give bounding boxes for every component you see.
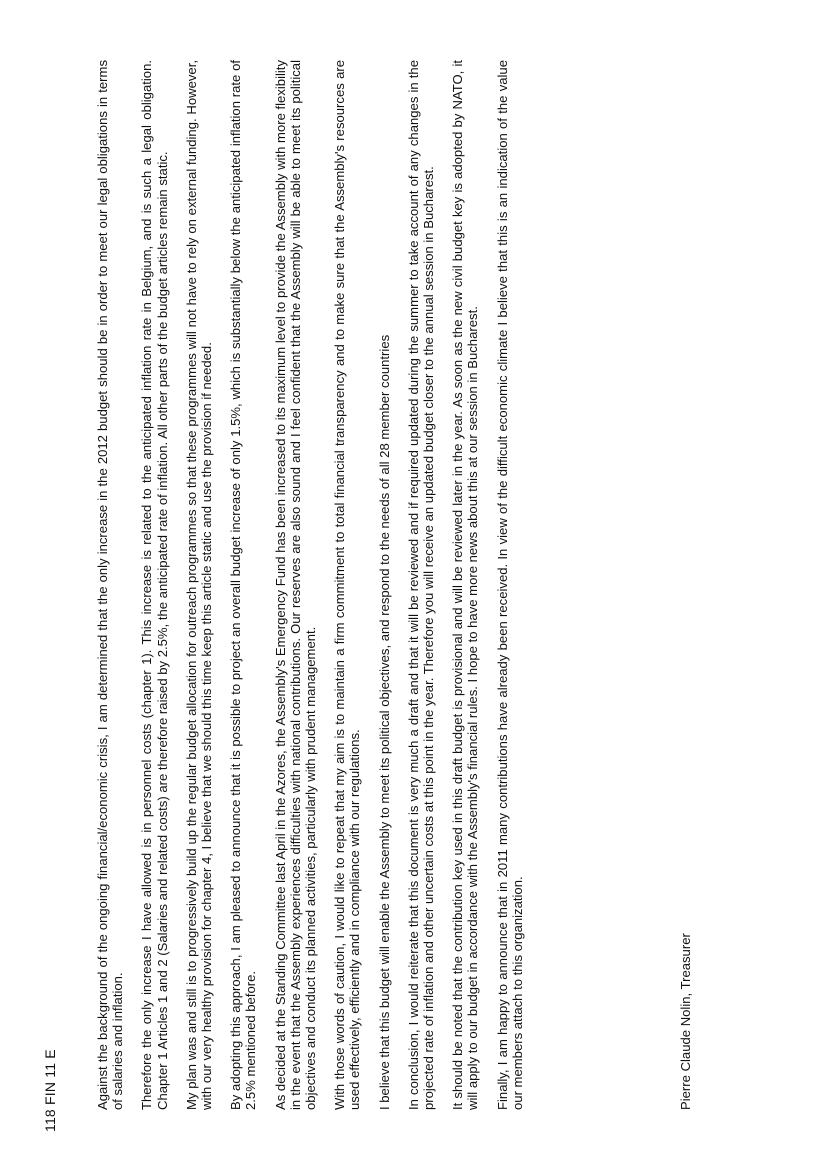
signature: Pierre Claude Nolin, Treasurer [678,933,693,1110]
paragraph-9: It should be noted that the contribution key used in this draft budget is provisional and will be reviewed later in the year. As soon as the new civil budget key is adopted by NATO, it will apply to our budget in accordance with the Assembly's financial rules. I hope to have more news about this at our session in Bucharest. [450,60,481,1110]
paragraph-5: As decided at the Standing Committee last April in the Azores, the Assembly's Emergency Fund has been increased to its maximum level to provide the Assembly with more flexibility in the event that the Assembly experiences difficulties with national contributions. Our reserves are also sound and I feel confident that the Assembly will be able to meet its political objectives and conduct its planned activities, particularly with prudent management. [272,60,319,1110]
paragraph-10: Finally, I am happy to announce that in 2011 many contributions have already been received. In view of the difficult economic climate I believe that this is an indication of the value our members attach to this organization. [494,60,525,1110]
document-reference: 118 FIN 11 E [42,1049,58,1132]
paragraph-8: In conclusion, I would reiterate that this document is very much a draft and that it will be reviewed and if required updated during the summer to take account of any changes in the projected rate of inflation and other uncertain costs at this point in the year. Therefore you will receive an updated budget closer to the annual session in Bucharest. [405,60,437,1110]
paragraph-1: Against the background of the ongoing financial/economic crisis, I am determined that the only increase in the 2012 budget should be in order to meet our legal obligations in terms of salaries and inflation. [95,60,126,1110]
paragraph-2: Therefore the only increase I have allowed is in personnel costs (chapter 1). This increase is related to the anticipated inflation rate in Belgium, and is such a legal obligation. Chapter 1 Articles 1 and 2 (Salaries and related costs) are therefore raised by 2.5%, the anticipated rate of inflation. All other parts of the budget articles remain static. [139,60,170,1110]
document-body [95,60,539,1110]
paragraph-3: My plan was and still is to progressively build up the regular budget allocation for outreach programmes so that these programmes will not have to rely on external funding. However, with our very healthy provision for chapter 4, I believe that we should this time keep this article static and use the provision if needed. [183,60,215,1110]
paragraph-4: By adopting this approach, I am pleased to announce that it is possible to project an overall budget increase of only 1.5%, which is substantially below the anticipated inflation rate of 2.5% mentioned before. [228,60,259,1110]
paragraph-7: I believe that this budget will enable the Assembly to meet its political objectives, and respond to the needs of all 28 member countries [376,334,392,1110]
paragraph-6: With those words of caution, I would like to repeat that my aim is to maintain a firm commitment to total financial transparency and to make sure that the Assembly's resources are used effectively, efficiently and in compliance with our regulations. [332,60,363,1110]
